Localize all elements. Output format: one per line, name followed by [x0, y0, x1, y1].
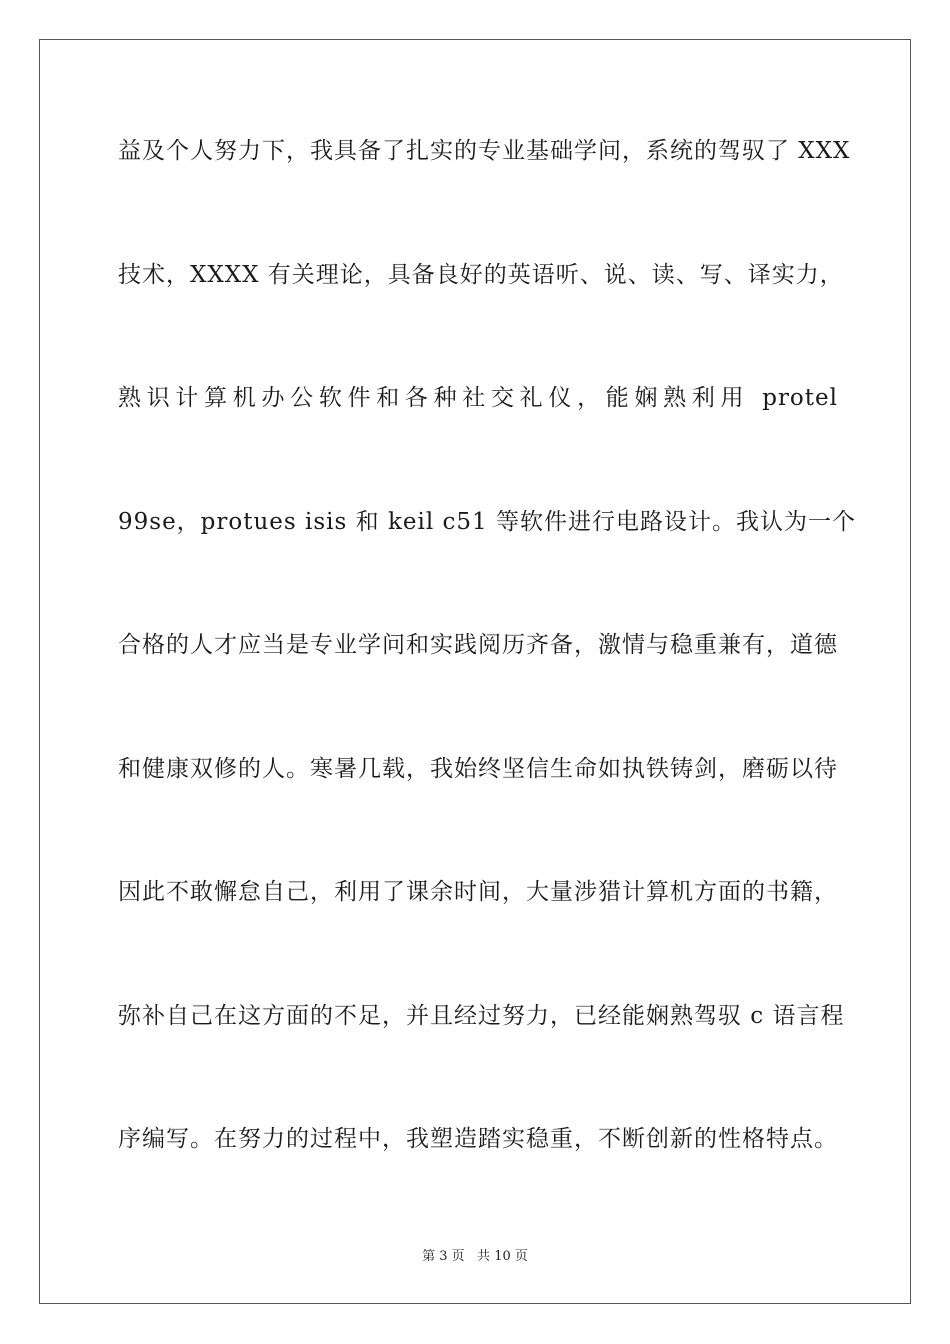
text-line: 99se，protues isis 和 keil c51 等软件进行电路设计。我认为一个 — [118, 508, 856, 535]
text-line: 益及个人努力下，我具备了扎实的专业基础学问，系统的驾驭了 XXX — [118, 138, 851, 164]
page-number-footer: 第 3 页 共 10 页 — [422, 1249, 528, 1264]
text-line: 合格的人才应当是专业学问和实践阅历齐备，激情与稳重兼有，道德 — [118, 632, 838, 658]
text-line: 熟识计算机办公软件和各种社交礼仪，能娴熟利用 protel — [118, 385, 838, 411]
text-line: 因此不敢懈怠自己，利用了课余时间，大量涉猎计算机方面的书籍， — [118, 879, 838, 905]
text-line: 技术，XXXX 有关理论，具备良好的英语听、说、读、写、译实力， — [118, 261, 844, 288]
text-line: 弥补自己在这方面的不足，并且经过努力，已经能娴熟驾驭 c 语言程 — [118, 1002, 845, 1029]
text-line: 序编写。在努力的过程中，我塑造踏实稳重，不断创新的性格特点。 — [118, 1126, 838, 1152]
body-text — [118, 127, 856, 1239]
text-line: 和健康双修的人。寒暑几载，我始终坚信生命如执铁铸剑，磨砺以待 — [118, 755, 838, 782]
